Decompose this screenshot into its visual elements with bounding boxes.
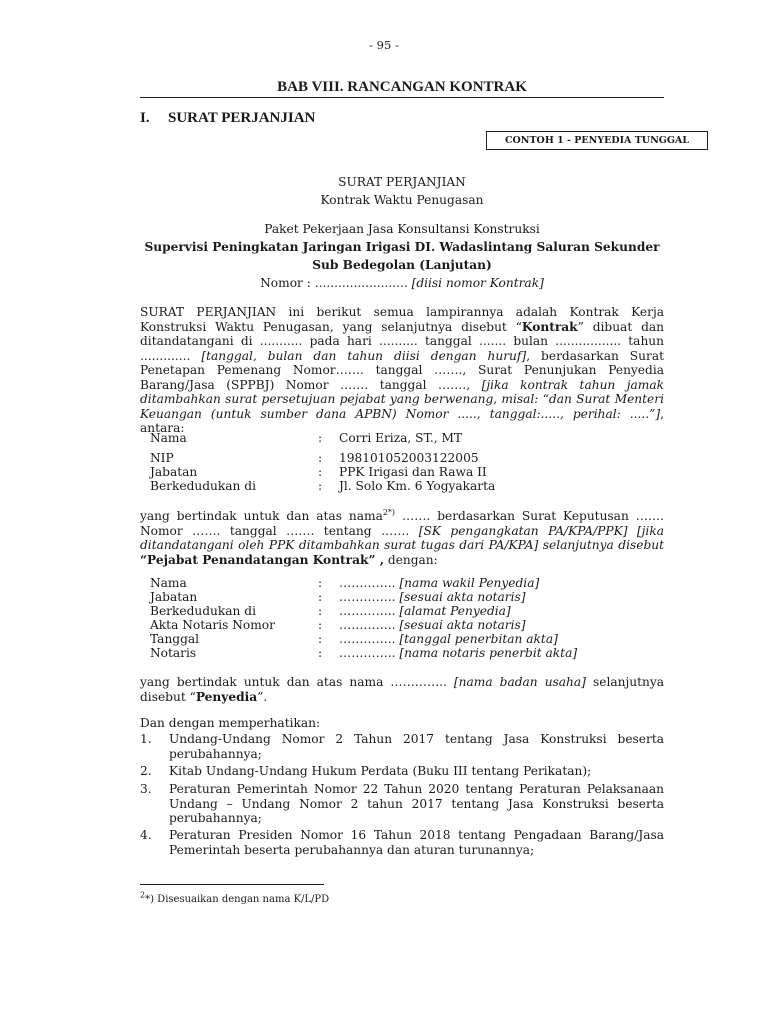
acting1-text-a: yang bertindak untuk dan atas nama xyxy=(140,509,383,523)
acting2-text-c: selanjutnya disebut “ xyxy=(140,675,664,704)
acting1-text-b: ……. berdasarkan Surat Keputusan ……. Nomor ……. tanggal ……. tentang ……. xyxy=(140,509,664,538)
list-number: 2. xyxy=(140,764,152,778)
example-box: CONTOH 1 - PENYEDIA TUNGGAL xyxy=(486,131,708,150)
party2-dots: ………….. xyxy=(339,604,400,618)
footnote-text: *) Disesuaikan dengan nama K/L/PD xyxy=(145,894,330,905)
party2-row xyxy=(150,576,670,591)
contract-number xyxy=(140,276,664,291)
party1-colon: : xyxy=(318,451,323,465)
party2-colon: : xyxy=(318,632,323,646)
contract-number-hint: [diisi nomor Kontrak] xyxy=(411,276,544,290)
party2-label: Jabatan xyxy=(150,590,198,604)
party2-row xyxy=(150,646,670,661)
list-number: 3. xyxy=(140,782,152,796)
intro-paragraph xyxy=(140,305,664,436)
intro-hint-date: [tanggal, bulan dan tahun diisi dengan huruf] xyxy=(201,348,527,363)
party2-label: Notaris xyxy=(150,646,197,660)
party2-colon: : xyxy=(318,618,323,632)
party1-row xyxy=(150,451,670,466)
party2-dots: ………….. xyxy=(339,590,400,604)
list-text: Peraturan Presiden Nomor 16 Tahun 2018 tentang Pengadaan Barang/Jasa Pemerintah beserta perubahannya dan aturan turunannya; xyxy=(169,828,664,857)
party2-hint: [nama wakil Penyedia] xyxy=(399,576,540,590)
intro-text-2: ” dibuat dan ditandatangani di ........... pada hari .......... tanggal ....... bulan ................. tahun ............. xyxy=(140,319,664,363)
party1-colon: : xyxy=(318,431,323,445)
list-number: 1. xyxy=(140,732,152,746)
party2-colon: : xyxy=(318,604,323,618)
acting-paragraph-1 xyxy=(140,509,664,567)
party1-colon: : xyxy=(318,479,323,493)
acting2-party-name: Penyedia xyxy=(195,689,258,704)
party1-row xyxy=(150,479,670,494)
party1-row xyxy=(150,431,670,446)
party2-hint: [nama notaris penerbit akta] xyxy=(399,646,578,660)
party2-colon: : xyxy=(318,646,323,660)
section-number: I. xyxy=(140,110,150,126)
package-name-line2: Sub Bedegolan (Lanjutan) xyxy=(312,258,492,272)
party1-label: NIP xyxy=(150,451,174,465)
party2-label: Berkedudukan di xyxy=(150,604,256,618)
acting2-text-e: ”. xyxy=(257,689,268,704)
acting-paragraph-2 xyxy=(140,675,664,704)
party2-hint: [alamat Penyedia] xyxy=(399,604,511,618)
party2-colon: : xyxy=(318,576,323,590)
intro-text-3: , berdasarkan Surat Penetapan Pemenang Nomor……. tanggal ……., Surat Penunjukan Penyedia Barang/Jasa (SPPBJ) Nomor ……. tanggal ……., xyxy=(140,348,664,392)
package-name-line1: Supervisi Peningkatan Jaringan Irigasi DI. Wadaslintang Saluran Sekunder xyxy=(144,240,660,254)
party2-dots: ………….. xyxy=(339,618,400,632)
list-text: Kitab Undang-Undang Hukum Perdata (Buku III tentang Perikatan); xyxy=(169,764,592,778)
party2-hint: [sesuai akta notaris] xyxy=(399,590,526,604)
intro-text-4: , antara: xyxy=(140,406,664,435)
party2-dots: ………….. xyxy=(339,632,400,646)
footnote-ref: 2*) xyxy=(382,507,396,517)
contract-number-prefix: Nomor : ........................ xyxy=(260,276,412,290)
acting1-party-name: “Pejabat Penandatangan Kontrak” , xyxy=(140,552,384,567)
party2-label: Akta Notaris Nomor xyxy=(150,618,275,632)
party2-colon: : xyxy=(318,590,323,604)
considering-intro: Dan dengan memperhatikan: xyxy=(140,716,321,730)
party2-dots: ………….. xyxy=(339,576,400,590)
party2-row xyxy=(150,590,670,605)
package-type: Paket Pekerjaan Jasa Konsultansi Konstruksi xyxy=(264,222,540,236)
page-number: - 95 - xyxy=(369,38,399,52)
doc-subtitle: Kontrak Waktu Penugasan xyxy=(320,193,484,207)
party2-hint: [sesuai akta notaris] xyxy=(399,618,526,632)
party1-value: 198101052003122005 xyxy=(339,451,479,465)
list-number: 4. xyxy=(140,828,152,842)
acting2-hint: [nama badan usaha] xyxy=(453,675,586,689)
acting1-text-e: dengan: xyxy=(383,552,438,567)
party2-dots: ………….. xyxy=(339,646,400,660)
footnote-rule xyxy=(140,884,324,885)
party1-value: PPK Irigasi dan Rawa II xyxy=(339,465,487,479)
party1-label: Nama xyxy=(150,431,187,445)
section-heading xyxy=(140,111,315,126)
intro-text-1: SURAT PERJANJIAN ini berikut semua lampirannya adalah Kontrak Kerja Konstruksi Waktu Penugasan, yang selanjutnya disebut “ xyxy=(140,305,664,334)
section-title: SURAT PERJANJIAN xyxy=(168,110,316,126)
party1-label: Berkedudukan di xyxy=(150,479,256,493)
acting2-text-a: yang bertindak untuk dan atas nama ………….. xyxy=(140,675,454,689)
list-text: Peraturan Pemerintah Nomor 22 Tahun 2020 tentang Peraturan Pelaksanaan Undang – Undang Nomor 2 tahun 2017 tentang Jasa Konstruksi beserta perubahannya; xyxy=(169,782,664,825)
intro-kontrak: Kontrak xyxy=(521,319,578,334)
footnote-number: 2 xyxy=(140,890,146,900)
party1-label: Jabatan xyxy=(150,465,198,479)
doc-title: SURAT PERJANJIAN xyxy=(338,175,466,189)
party2-label: Nama xyxy=(150,576,187,590)
party1-row xyxy=(150,465,670,480)
acting1-hint: [SK pengangkatan PA/KPA/PPK] [jika ditandatangani oleh PPK ditambahkan surat tugas dari PA/KPA] selanjutnya disebut xyxy=(140,523,664,552)
party2-row xyxy=(150,618,670,633)
intro-hint-multiyear: [jika kontrak tahun jamak ditambahkan surat persetujuan pejabat yang berwenang, misal: “dan Surat Menteri Keuangan (untuk sumber dana APBN) Nomor ....., tanggal:....., perihal: .....”] xyxy=(140,377,664,421)
list-text: Undang-Undang Nomor 2 Tahun 2017 tentang Jasa Konstruksi beserta perubahannya; xyxy=(169,732,664,761)
party2-row xyxy=(150,604,670,619)
chapter-title: BAB VIII. RANCANGAN KONTRAK xyxy=(140,80,664,98)
party1-value: Jl. Solo Km. 6 Yogyakarta xyxy=(339,479,496,493)
party2-hint: [tanggal penerbitan akta] xyxy=(399,632,558,646)
party2-row xyxy=(150,632,670,647)
party1-value: Corri Eriza, ST., MT xyxy=(339,431,463,445)
party2-label: Tanggal xyxy=(150,632,200,646)
footnote xyxy=(140,890,330,908)
party1-colon: : xyxy=(318,465,323,479)
